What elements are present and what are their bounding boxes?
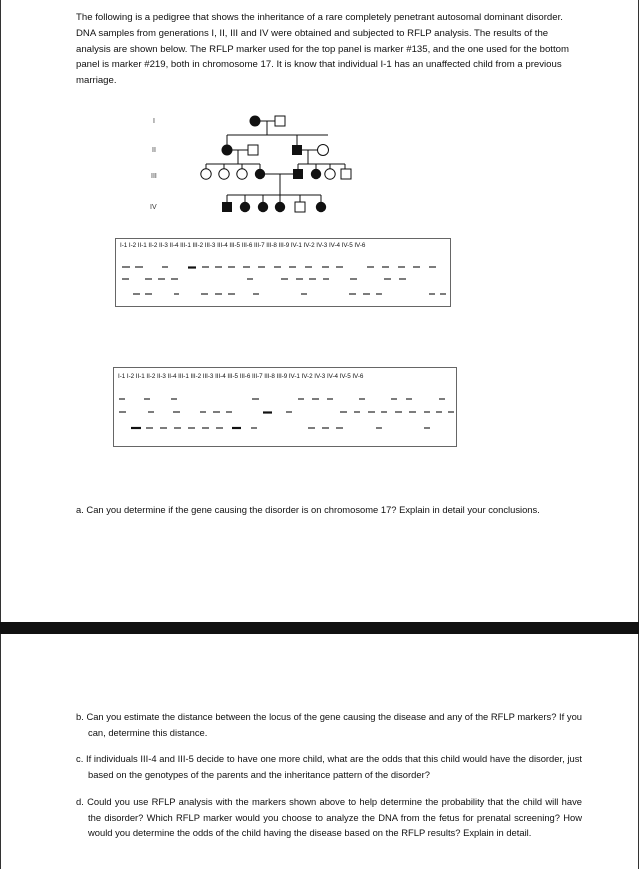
individual-III-8 — [341, 169, 351, 179]
individual-IV-1 — [222, 202, 232, 212]
question-b: b. Can you estimate the distance between the locus of the gene causing the disease and any of the RFLP markers? If you can, determine this distance. — [76, 711, 582, 738]
individual-III-2 — [219, 169, 229, 179]
page-separator — [0, 622, 639, 634]
intro-paragraph: The following is a pedigree that shows the inheritance of a rare completely penetrant autosomal dominant disorder. DNA samples from generations I, II, III and IV were obtained and subjected to RFLP analysis. The results of the analysis are shown below. The RFLP marker used for the top panel is marker #135, and the one used for the bottom panel is marker #219, both in chromosome 17. It is know that individual I-1 has an unaffected child from a previous marriage. — [76, 12, 569, 87]
question-d-block — [76, 794, 582, 841]
generation-label-4: IV — [150, 204, 157, 211]
individual-III-6 — [311, 169, 321, 179]
lane-labels-bottom: I-1 I-2 II-1 II-2 II-3 II-4 III-1 III-2 III-3 III-4 III-5 III-6 III-7 III-8 III-9 IV-1 IV-2 IV-3 IV-4 IV-5 IV-6 — [118, 373, 364, 380]
question-c: c. If individuals III-4 and III-5 decide to have one more child, what are the odds that this child would have the disorder, just based on the genotypes of the parents and the inheritance pattern of the disorder? — [76, 753, 582, 780]
individual-III-5 — [293, 169, 303, 179]
pedigree-chart — [0, 0, 639, 230]
question-d: d. Could you use RFLP analysis with the markers shown above to help determine the probability that the child will have the disorder? Which RFLP marker would you choose to analyze the DNA from the fetus for prenatal screening? How would you determine the odds of the child having the disease based on the RFLP results? Explain in detail. — [76, 796, 582, 839]
individual-IV-4 — [275, 202, 285, 212]
individual-I-1 — [250, 116, 261, 127]
individual-II-4 — [318, 145, 329, 156]
question-b-block — [76, 709, 582, 740]
individual-III-1 — [201, 169, 211, 179]
individual-III-4 — [255, 169, 265, 179]
individual-II-1 — [222, 145, 233, 156]
individual-IV-5 — [295, 202, 305, 212]
individual-IV-2 — [240, 202, 250, 212]
individual-IV-6 — [316, 202, 326, 212]
lane-labels-top: I-1 I-2 II-1 II-2 II-3 II-4 III-1 III-2 III-3 III-4 III-5 III-6 III-7 III-8 III-9 IV-1 IV-2 IV-3 IV-4 IV-5 IV-6 — [120, 242, 366, 249]
rflp-panel-marker-219 — [113, 367, 457, 447]
question-c-block — [76, 751, 582, 782]
generation-label-3: III — [151, 173, 157, 180]
individual-II-2 — [248, 145, 258, 155]
individual-I-2 — [275, 116, 285, 126]
question-a: a. Can you determine if the gene causing the disorder is on chromosome 17? Explain in detail your conclusions. — [76, 504, 540, 515]
generation-label-2: II — [152, 147, 156, 154]
individual-III-3 — [237, 169, 247, 179]
gel-bands-top — [116, 239, 450, 306]
generation-label-1: I — [153, 118, 155, 125]
individual-IV-3 — [258, 202, 268, 212]
individual-II-3 — [292, 145, 302, 155]
gel-bands-bottom — [114, 368, 456, 446]
individual-III-7 — [325, 169, 335, 179]
rflp-panel-marker-135 — [115, 238, 451, 307]
